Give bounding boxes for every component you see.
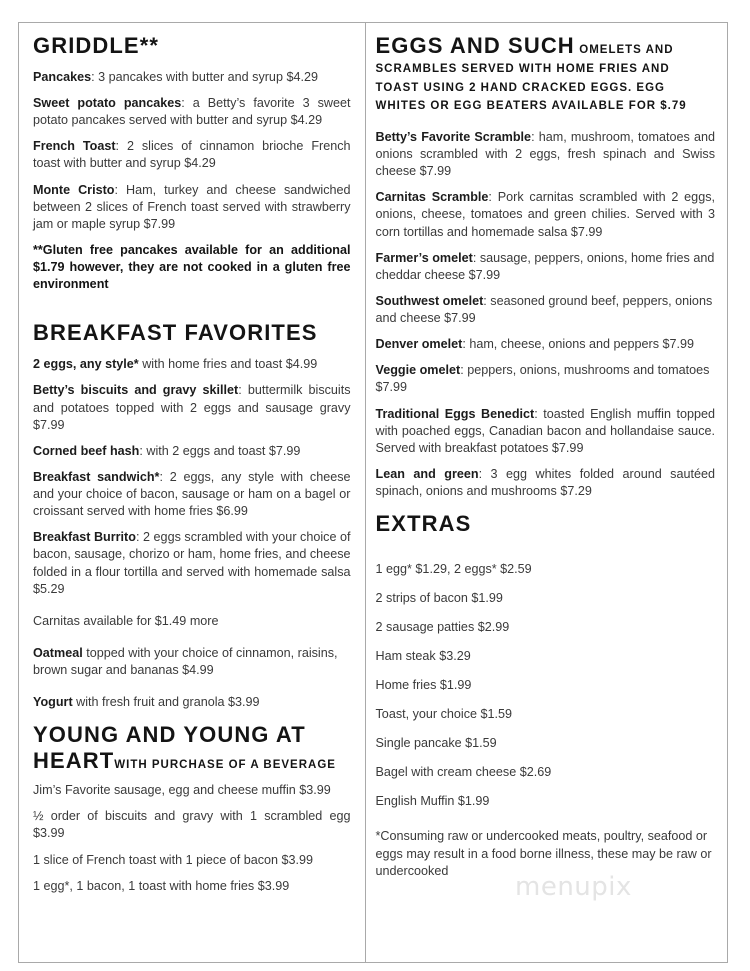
menu-item-name: Sweet potato pancakes: [33, 96, 182, 111]
menu-item-sep: :: [238, 383, 248, 398]
extras-item: Single pancake $1.59: [375, 736, 497, 751]
menu-item-sep: :: [488, 190, 498, 205]
section-heading-text: EGGS AND SUCH: [375, 33, 575, 58]
menu-frame: [18, 22, 728, 963]
menu-item-sep: :: [483, 293, 491, 308]
menu-item: [33, 95, 351, 129]
menu-item: [33, 182, 351, 233]
menu-item-desc: 2 slices of cinnamon brioche French toast with butter and syrup $4.29: [33, 139, 351, 171]
menu-item-name: Veggie omelet: [375, 363, 461, 378]
menu-item-name: Monte Cristo: [33, 182, 115, 197]
extras-item: 2 strips of bacon $1.99: [375, 591, 503, 606]
menu-item-name: Corned beef hash: [33, 443, 140, 458]
menu-item: [33, 529, 351, 598]
extras-item: 2 sausage patties $2.99: [375, 620, 510, 635]
menu-item: [33, 138, 351, 172]
menu-column-right: [366, 23, 727, 962]
menu-item-sep: :: [115, 139, 127, 154]
menu-item-sep: :: [114, 182, 126, 197]
extras-item: Bagel with cream cheese $2.69: [375, 765, 552, 780]
consumer-advisory-disclaimer: *Consuming raw or undercooked meats, poultry, seafood or eggs may result in a food borne illness, these may be raw or undercooked: [375, 829, 712, 878]
menu-item: [376, 293, 715, 327]
menu-item: [33, 356, 351, 373]
menu-item-sep: :: [139, 443, 147, 458]
menu-item-desc: a Betty’s favorite 3 sweet potato pancakes served with butter and syrup $4.29: [33, 96, 351, 128]
menu-item-name: Denver omelet: [375, 337, 463, 352]
menu-item-desc: buttermilk biscuits and potatoes topped with 2 eggs and sausage gravy $7.99: [33, 383, 351, 432]
menu-item: [376, 362, 715, 396]
extras-item: Home fries $1.99: [375, 678, 472, 693]
menu-item-sep: :: [135, 530, 143, 545]
menu-item-desc: 2 eggs scrambled with your choice of bacon, sausage, chorizo or ham, home fries, and cheese folded in a flour tortilla and served with homemade salsa $5.29: [33, 530, 351, 596]
menu-item-sep: :: [91, 69, 99, 84]
gluten-free-note: **Gluten free pancakes available for an additional $1.79 however, they are not cooked in a gluten free environment: [33, 242, 351, 292]
menu-item: 1 egg*, 1 bacon, 1 toast with home fries $3.99: [33, 878, 290, 893]
section-gap: [33, 302, 351, 320]
menu-item: 1 slice of French toast with 1 piece of bacon $3.99: [33, 852, 314, 867]
section-gap: [376, 547, 715, 561]
section-heading-breakfast-favorites: BREAKFAST FAVORITES: [33, 320, 318, 346]
menu-item-name: Traditional Eggs Benedict: [375, 406, 535, 421]
menu-item-sep: :: [460, 363, 468, 378]
menu-item-desc: sausage, peppers, onions, home fries and cheddar cheese $7.99: [375, 250, 715, 282]
extras-item: 1 egg* $1.29, 2 eggs* $2.59: [375, 562, 532, 577]
menu-item-name: Pancakes: [33, 69, 92, 84]
menu-item-name: Breakfast Burrito: [33, 530, 136, 545]
menu-item: [33, 382, 351, 433]
section-heading-subtext: OMELETS AND SCRAMBLES SERVED WITH HOME FRIES AND TOAST USING 2 HAND CRACKED EGGS. EGG WHITES OR EGG BEATERS AVAILABLE FOR $.79: [375, 44, 687, 113]
menu-item-sep: :: [472, 250, 480, 265]
menu-item: [376, 129, 715, 180]
menu-item-desc: 3 pancakes with butter and syrup $4.29: [98, 69, 318, 84]
section-heading-text: YOUNG AND YOUNG AT HEART: [33, 722, 306, 774]
menu-item-sep: :: [462, 337, 470, 352]
menu-item-desc: topped with your choice of cinnamon, raisins, brown sugar and bananas $4.99: [33, 645, 338, 678]
section-heading-griddle: GRIDDLE**: [33, 33, 160, 58]
menu-item-name: Betty’s biscuits and gravy skillet: [33, 383, 239, 398]
menu-item-name: Farmer’s omelet: [375, 250, 473, 265]
menu-item: [33, 469, 351, 520]
menu-item-desc: ham, mushroom, tomatoes and onions scrambled with 2 eggs, fresh spinach and Swiss cheese $7.99: [375, 129, 716, 179]
menu-item-desc: with fresh fruit and granola $3.99: [76, 695, 260, 710]
menu-item-sep: :: [478, 466, 491, 481]
menu-item-name: Oatmeal: [33, 645, 83, 660]
menu-item-sep: :: [181, 96, 193, 111]
menu-item-desc: toasted English muffin topped with poached eggs, Canadian bacon and hollandaise sauce. Served with breakfast potatoes $7.99: [375, 406, 716, 455]
menu-item: [376, 336, 715, 353]
menu-item-sep: :: [159, 469, 170, 484]
menu-item-name: 2 eggs, any style*: [33, 357, 139, 372]
menu-item: [33, 694, 351, 711]
section-heading-young-at-heart: [33, 722, 351, 774]
menu-item-note: Carnitas available for $1.49 more: [33, 613, 219, 628]
menu-item: [33, 443, 351, 460]
menu-item-name: Lean and green: [375, 466, 479, 481]
menu-item-sep: :: [531, 129, 539, 144]
menu-item-desc: with home fries and toast $4.99: [142, 357, 318, 372]
section-heading-extras: EXTRAS: [375, 511, 472, 537]
menu-item-name: Yogurt: [33, 695, 73, 710]
extras-item: Ham steak $3.29: [375, 649, 471, 664]
extras-item: Toast, your choice $1.59: [375, 707, 513, 722]
menu-item-name: Betty’s Favorite Scramble: [375, 129, 532, 144]
menu-item: [376, 189, 715, 240]
menu-item: [376, 466, 715, 500]
section-heading-subtext: WITH PURCHASE OF A BEVERAGE: [114, 759, 336, 772]
menu-item-desc: 3 egg whites folded around sautéed spinach, onions and mushrooms $7.29: [375, 466, 715, 499]
menu-item: Jim’s Favorite sausage, egg and cheese muffin $3.99: [33, 783, 331, 798]
menu-column-left: [19, 23, 366, 962]
menu-item-desc: 2 eggs, any style with cheese and your choice of bacon, sausage or ham on a bagel or croissant served with home fries $6.99: [33, 469, 351, 519]
menu-item: [33, 69, 351, 86]
menu-item: [33, 645, 351, 679]
menu-item-desc: seasoned ground beef, peppers, onions and cheese $7.99: [375, 293, 713, 326]
menu-item-name: Carnitas Scramble: [375, 190, 489, 205]
extras-item: English Muffin $1.99: [375, 794, 490, 809]
menu-item-desc: Ham, turkey and cheese sandwiched between 2 slices of French toast served with strawberry jam or maple syrup $7.99: [33, 182, 351, 231]
menu-item-name: Breakfast sandwich*: [33, 469, 160, 484]
menu-item-name: French Toast: [33, 139, 116, 154]
section-heading-eggs-and-such: [376, 33, 715, 115]
menu-item: [376, 250, 715, 284]
menu-item-desc: Pork carnitas scrambled with 2 eggs, onions, cheese, tomatoes and green chilies. Served with 3 corn tortillas and homemade salsa $7.99: [375, 190, 715, 239]
menu-item-desc: peppers, onions, mushrooms and tomatoes $7.99: [375, 363, 710, 395]
menupix-watermark: menupix: [515, 872, 632, 902]
menu-item: ½ order of biscuits and gravy with 1 scrambled egg $3.99: [33, 809, 351, 841]
menu-item-desc: ham, cheese, onions and peppers $7.99: [469, 337, 695, 352]
menu-item-desc: with 2 eggs and toast $7.99: [146, 443, 301, 458]
menu-item-sep: :: [534, 406, 544, 421]
menu-item: [376, 406, 715, 457]
menu-item-name: Southwest omelet: [375, 293, 484, 308]
